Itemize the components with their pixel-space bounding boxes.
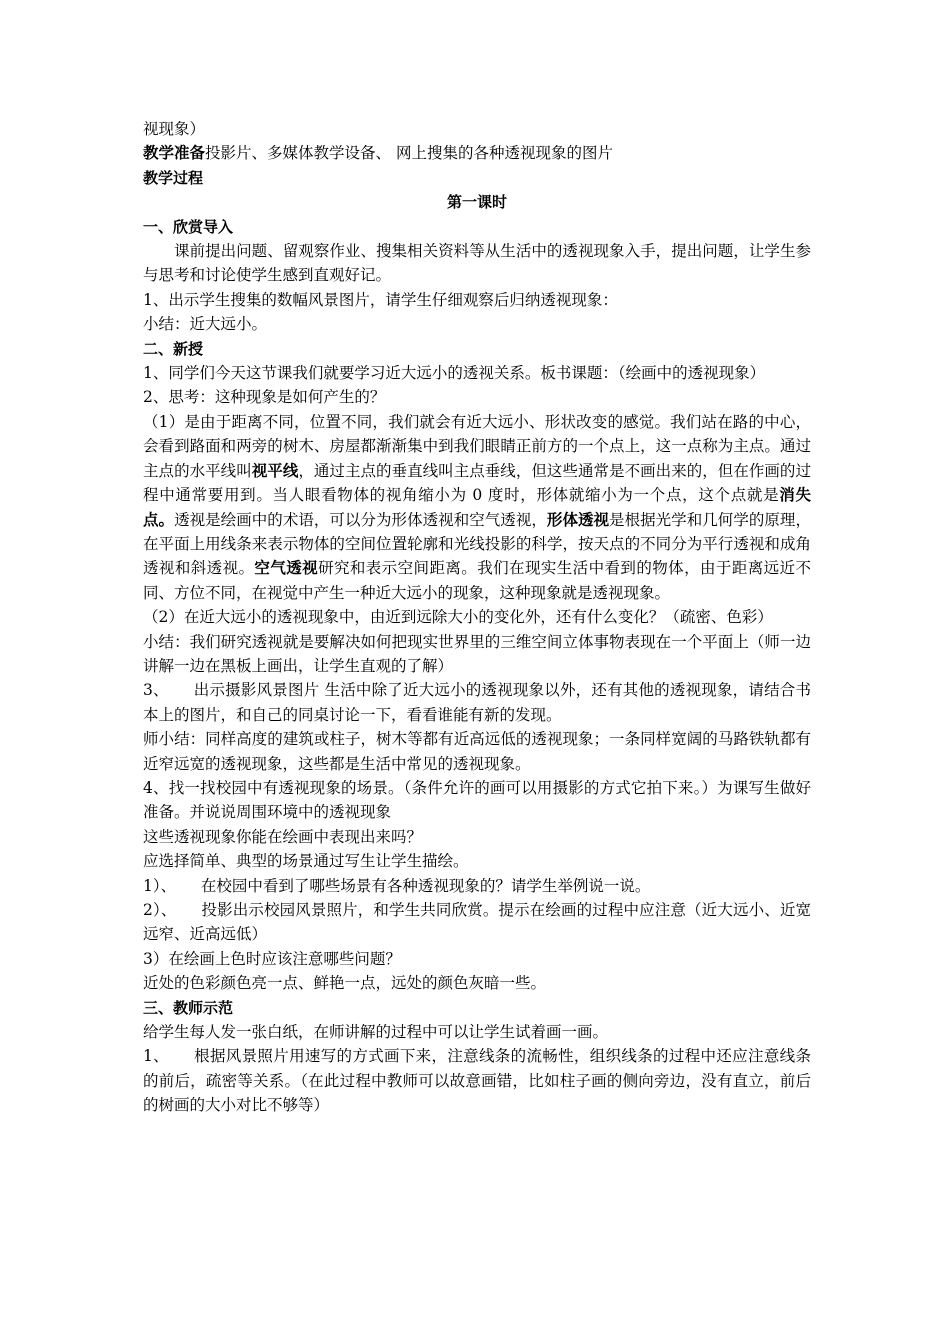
term-form-perspective: 形体透视 [546,510,610,529]
term-vanishing-point: 消失点。 [143,486,811,529]
prep-text: 投影片、多媒体教学设备、 网上搜集的各种透视现象的图片 [205,144,613,163]
section-1-heading: 一、欣赏导入 [143,217,234,236]
term-aerial-perspective: 空气透视 [254,559,319,578]
p1-text-c: ，通过主点的垂直线叫主点垂线，但这些通常是不画出来的，但在作画的过程中通常要用到。当人眼看物体的视角缩小为 0 度时，形体就缩小为一个点，这个点就是 [143,461,811,505]
summary-2: 小结：我们研究透视就是要解决如何把现实世界里的三维空间立体事物表现在一个平面上（师一边讲解一边在黑板上画出，让学生直观的了解） [143,632,811,675]
section-3-heading: 三、教师示范 [143,998,234,1017]
section-3-item-1-number: 1、 [143,1047,170,1066]
section-2-heading: 二、新授 [143,339,204,358]
p1-text-g: 是根据光学和几何学的原理，在平面上用线条来表示物体的空间位置轮廓和光线投影的科学，按天点的不同分为平行透视和成角透视和斜透视。 [143,510,811,578]
section-1-summary: 小结：近大远小。 [143,315,268,334]
section-3-item-1-text: 根据风景照片用速写的方式画下来，注意线条的流畅性，组织线条的过程中还应注意线条的前后，疏密等关系。（在此过程中教师可以故意画错，比如柱子画的侧向旁边，没有直立，前后的树画的大小对比不够等） [143,1047,811,1115]
sub-item-3: 3）在绘画上色时应该注意哪些问题？ [143,949,401,968]
teaching-process-heading: 教学过程 [143,168,204,187]
item-3-text: 出示摄影风景图片 生活中除了近大远小的透视现象以外，还有其他的透视现象，请结合书本上的图片，和自己的同桌讨论一下，看看谁能有新的发现。 [143,681,811,724]
item-3-number: 3、 [143,681,169,700]
sub-item-1-number: 1）、 [143,876,177,895]
section-2-item-1: 1、同学们今天这节课我们就要学习近大远小的透视关系。板书课题：（绘画中的透视现象） [143,364,766,383]
lesson-title: 第一课时 [446,193,507,212]
sub-item-2-text: 投影出示校园风景照片，和学生共同欣赏。提示在绘画的过程中应注意（近大远小、近宽远窄、近高远低） [143,901,811,944]
document-body [143,117,811,1118]
sub-item-2-number: 2）、 [143,901,177,919]
p1-text-e: 透视是绘画中的术语，可以分为形体透视和空气透视， [174,510,547,529]
item-4: 4、找一找校园中有透视现象的场景。（条件允许的画可以用摄影的方式它拍下来。）为课写生做好准备。并说说周围环境中的透视现象 [143,778,811,822]
item-3 [143,678,811,727]
section-1-item-1: 1、出示学生搜集的数幅风景图片，请学生仔细观察后归纳透视现象： [143,290,618,309]
sub-item-2 [143,898,811,947]
section-3-item-1 [143,1044,811,1117]
prep-label: 教学准备 [143,144,206,163]
teacher-summary: 师小结：同样高度的建筑或柱子，树木等都有近高远低的透视现象；一条同样宽阔的马路铁轨都有近窄远宽的透视现象，这些都是生活中常见的透视现象。 [143,730,811,773]
sub-item-1 [143,874,811,898]
section-1-intro: 课前提出问题、留观察作业、搜集相关资料等从生活中的透视现象入手，提出问题，让学生参与思考和讨论使学生感到直观好记。 [143,242,811,285]
line-continuation: 视现象） [143,120,206,138]
section-2-item-2: 2、思考：这种现象是如何产生的？ [143,388,386,407]
perspective-question-2: （2）在近大远小的透视现象中，由近到远除大小的变化外，还有什么变化？（疏密、色彩） [143,608,773,627]
teaching-preparation [143,141,811,165]
perspective-explanation [143,410,811,605]
term-horizon-line: 视平线 [251,461,299,480]
p1-text-i: 研究和表示空间距离。我们在现实生活中看到的物体，由于距离远近不同、方位不同，在视觉中产生一种近大远小的现象，这种现象就是透视现象。 [143,559,811,602]
question-express: 这些透视现象你能在绘画中表现出来吗？ [143,827,423,846]
color-note: 近处的色彩颜色亮一点、鲜艳一点，远处的颜色灰暗一些。 [143,974,547,993]
p1-text-a: （1）是由于距离不同，位置不同，我们就会有近大远小、形状改变的感觉。我们站在路的中心，会看到路面和两旁的树木、房屋都渐渐集中到我们眼睛正前方的一个点上，这一点称为主点。通过主点的水平线叫 [143,412,811,480]
sub-item-1-text: 在校园中看到了哪些场景有各种透视现象的？请学生举例说一说。 [200,876,651,895]
section-3-intro: 给学生每人发一张白纸，在师讲解的过程中可以让学生试着画一画。 [143,1023,609,1042]
choose-scene: 应选择简单、典型的场景通过写生让学生描绘。 [143,852,469,871]
